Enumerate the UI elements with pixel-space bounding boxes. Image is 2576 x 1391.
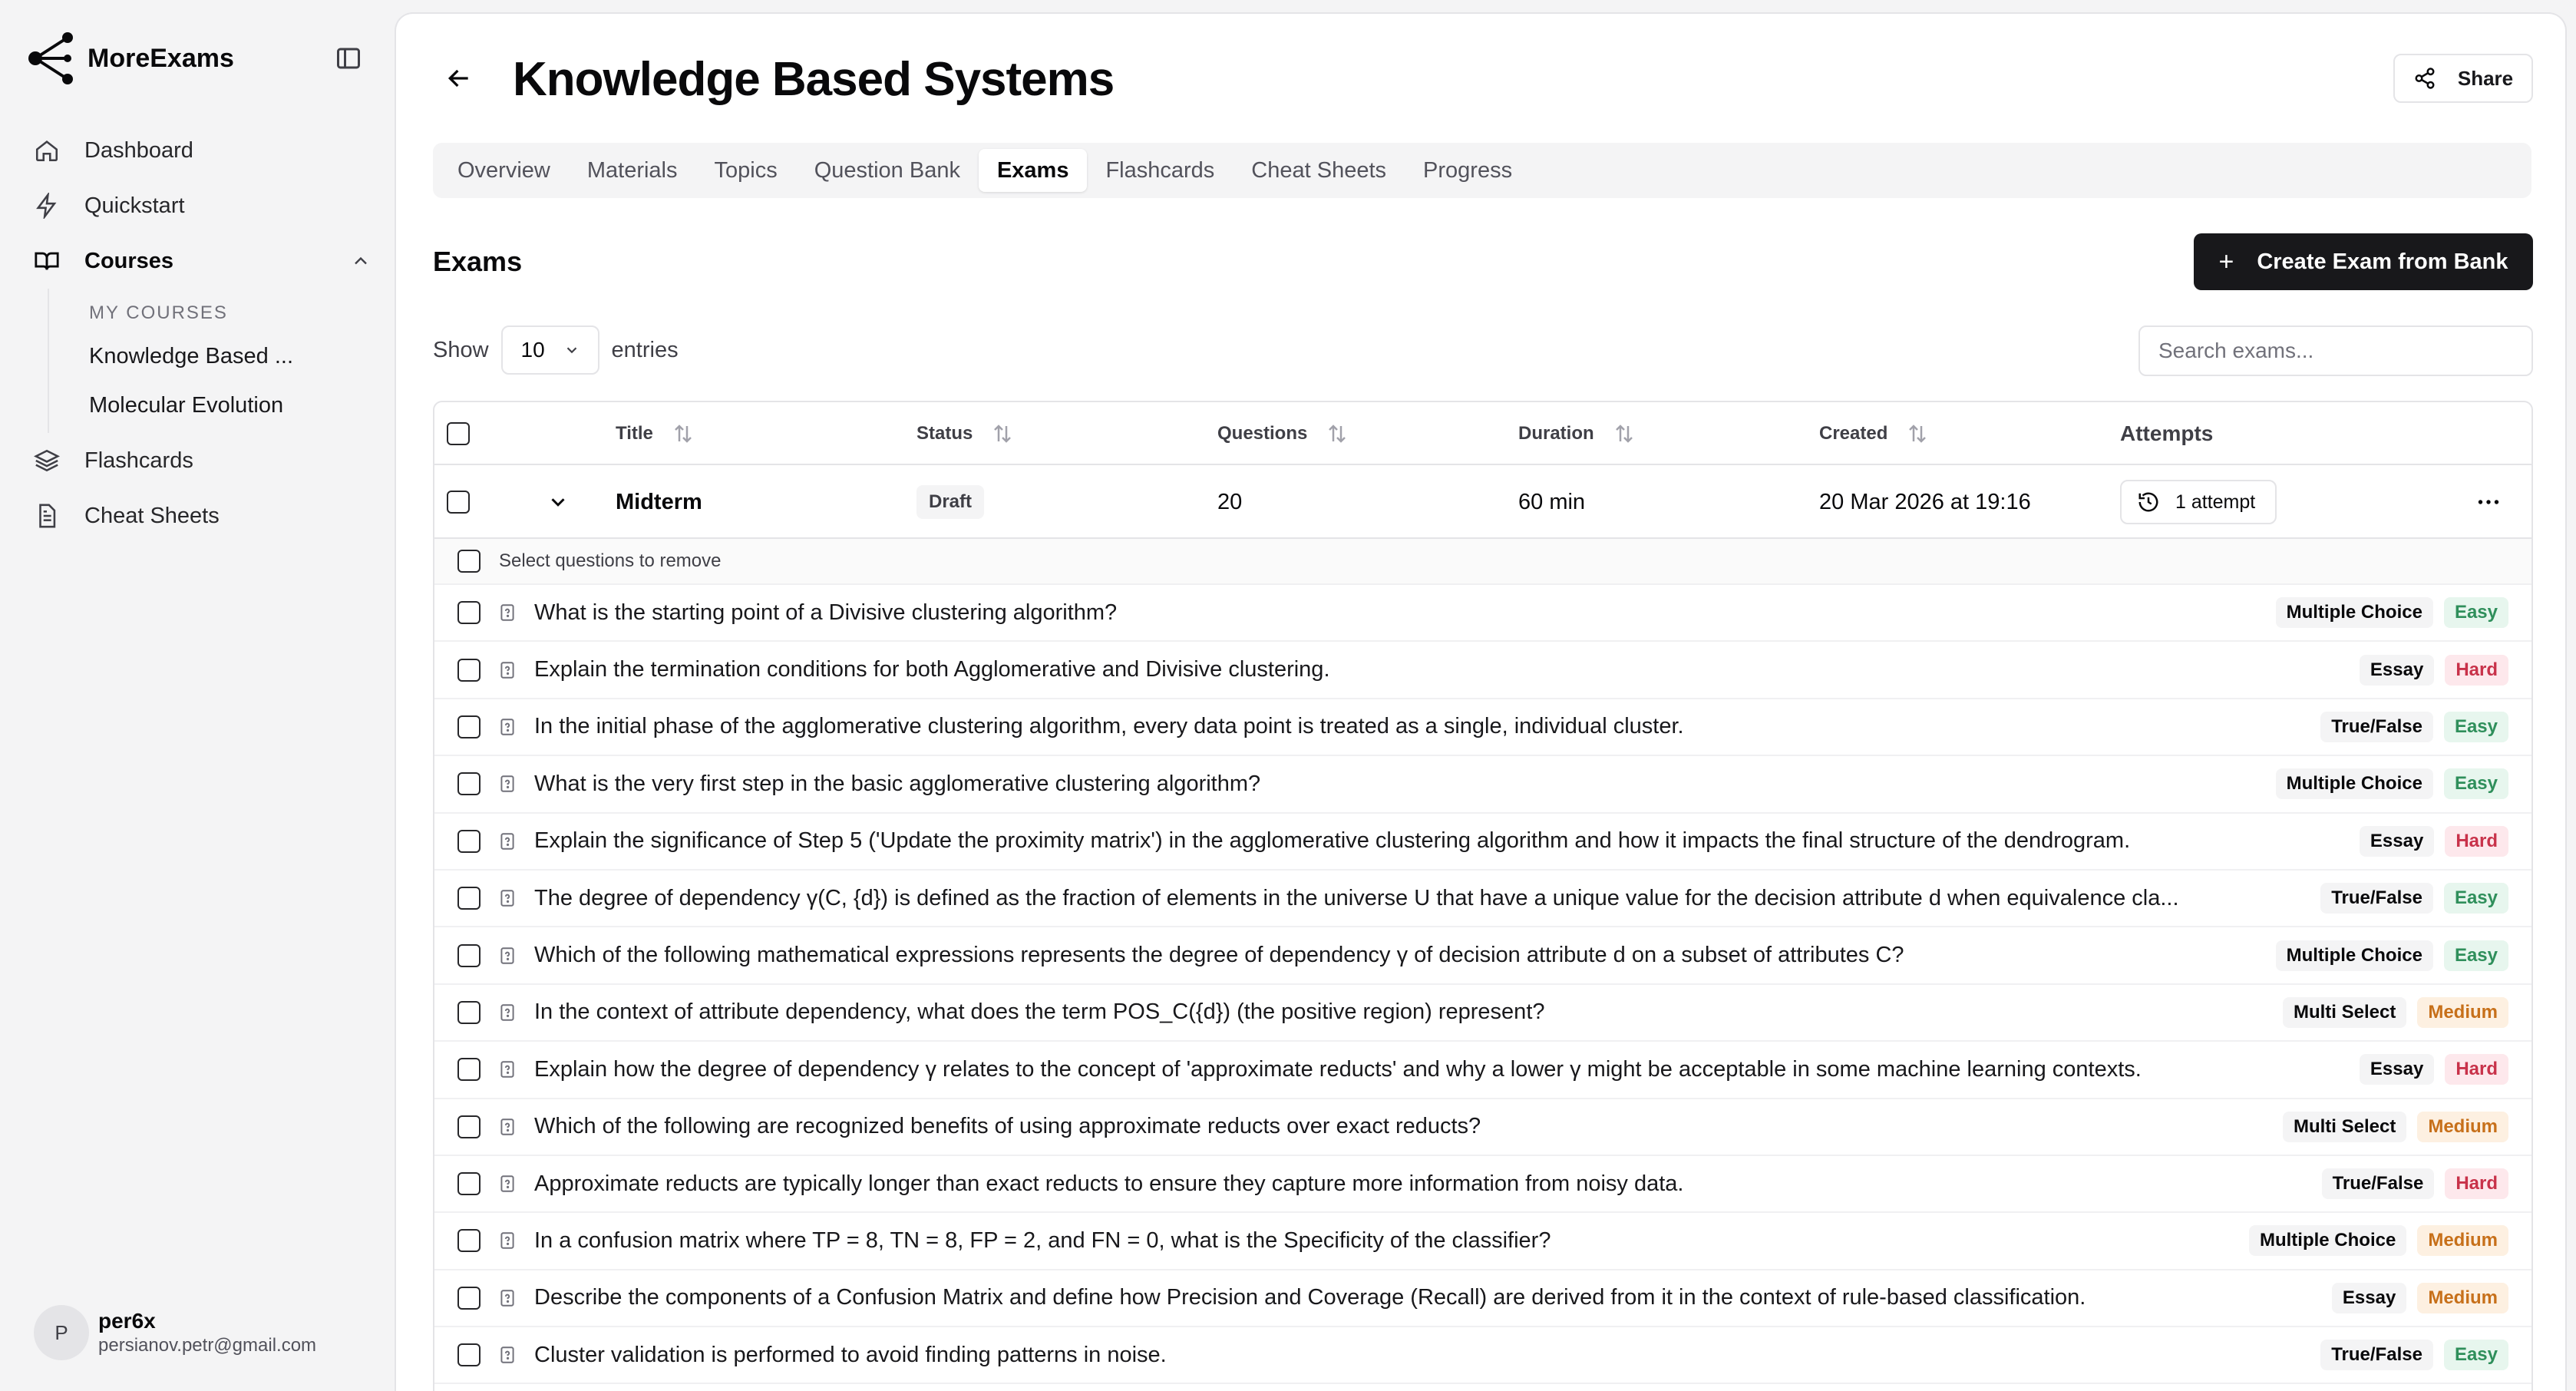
arrow-left-icon[interactable] — [444, 63, 474, 94]
status-badge: Draft — [916, 485, 984, 519]
row-checkbox[interactable] — [447, 491, 470, 514]
history-icon — [2137, 491, 2160, 514]
difficulty-badge: Hard — [2445, 1054, 2508, 1085]
brand[interactable] — [26, 31, 234, 86]
question-checkbox[interactable] — [457, 1287, 481, 1310]
question-row[interactable] — [434, 1156, 2531, 1213]
nav-label: Quickstart — [84, 193, 185, 218]
column-created[interactable] — [1819, 402, 1929, 465]
share-label: Share — [2457, 66, 2514, 90]
question-checkbox[interactable] — [457, 830, 481, 853]
show-label: Show — [433, 337, 489, 362]
question-checkbox[interactable] — [457, 601, 481, 624]
course-tabs — [433, 143, 2531, 198]
user-profile[interactable] — [34, 1305, 316, 1360]
question-text: In a confusion matrix where TP = 8, TN = 8, FP = 2, and FN = 0, what is the Specificity of the classifier? — [534, 1227, 1551, 1253]
question-file-icon — [497, 1345, 517, 1365]
tab-cheat-sheets[interactable]: Cheat Sheets — [1251, 158, 1387, 183]
question-text: The degree of dependency γ(C, {d}) is defined as the fraction of elements in the universe U that have a unique value for the decision attribute d when equivalence cla... — [534, 885, 2179, 910]
questions-panel — [434, 539, 2531, 1384]
question-text: Explain how the degree of dependency γ relates to the concept of 'approximate reducts' and why a lower γ might be acceptable in some machine learning contexts. — [534, 1056, 2142, 1082]
lightning-icon — [34, 193, 60, 219]
question-type-badge: True/False — [2320, 883, 2433, 914]
sort-icon — [672, 422, 695, 445]
more-options-icon[interactable] — [2475, 488, 2502, 516]
question-checkbox[interactable] — [457, 772, 481, 795]
column-questions[interactable] — [1217, 402, 1349, 465]
question-type-badge: True/False — [2320, 712, 2433, 742]
sort-icon — [991, 422, 1014, 445]
create-exam-button[interactable] — [2194, 233, 2533, 290]
difficulty-badge: Easy — [2444, 768, 2508, 799]
question-checkbox[interactable] — [457, 659, 481, 682]
difficulty-badge: Hard — [2445, 655, 2508, 686]
question-text: Approximate reducts are typically longer than exact reducts to ensure they capture more information from noisy data. — [534, 1171, 1684, 1196]
question-checkbox[interactable] — [457, 1172, 481, 1195]
question-file-icon — [497, 660, 517, 680]
nav-flashcards[interactable] — [34, 433, 372, 488]
tab-overview[interactable]: Overview — [457, 158, 550, 183]
question-text: Which of the following mathematical expressions represents the degree of dependency γ of decision attribute d on a subset of attributes C? — [534, 943, 1904, 968]
question-text: Which of the following are recognized benefits of using approximate reducts over exact reducts? — [534, 1114, 1481, 1139]
tab-progress[interactable]: Progress — [1423, 158, 1513, 183]
question-text: In the initial phase of the agglomerative clustering algorithm, every data point is treated as a single, individual cluster. — [534, 714, 1684, 739]
question-checkbox[interactable] — [457, 1343, 481, 1366]
nav-quickstart[interactable] — [34, 178, 372, 233]
question-file-icon — [497, 774, 517, 794]
question-file-icon — [497, 603, 517, 623]
difficulty-badge: Medium — [2417, 1283, 2508, 1313]
sidebar-toggle-icon[interactable] — [335, 45, 362, 72]
column-status[interactable] — [916, 402, 1014, 465]
table-header — [434, 402, 2531, 465]
document-icon — [34, 503, 60, 529]
question-file-icon — [497, 717, 517, 737]
select-questions-row — [434, 539, 2531, 585]
question-row[interactable] — [434, 1213, 2531, 1270]
nav-label: Dashboard — [84, 137, 193, 163]
sort-icon — [1906, 422, 1929, 445]
section-title: Exams — [433, 246, 523, 277]
entries-label: entries — [611, 337, 679, 362]
question-checkbox[interactable] — [457, 715, 481, 738]
share-network-logo-icon — [26, 31, 77, 86]
question-text: Describe the components of a Confusion Matrix and define how Precision and Coverage (Recall) are derived from it in the context of rule-based classification. — [534, 1285, 2086, 1310]
question-row[interactable] — [434, 871, 2531, 927]
question-row[interactable] — [434, 1042, 2531, 1099]
book-icon — [34, 248, 60, 274]
page-title: Knowledge Based Systems — [513, 53, 1115, 106]
sort-icon — [1326, 422, 1349, 445]
column-attempts: Attempts — [2120, 421, 2214, 445]
column-duration[interactable] — [1518, 402, 1636, 465]
question-text: Cluster validation is performed to avoid finding patterns in noise. — [534, 1342, 1167, 1367]
entries-value: 10 — [520, 338, 545, 362]
nav-label: Courses — [84, 248, 174, 273]
attempts-label: 1 attempt — [2175, 491, 2256, 513]
question-checkbox[interactable] — [457, 1229, 481, 1252]
question-text: What is the starting point of a Divisive clustering algorithm? — [534, 600, 1118, 625]
question-checkbox[interactable] — [457, 1001, 481, 1024]
my-courses-list — [48, 289, 372, 433]
search-input[interactable] — [2138, 325, 2533, 376]
question-checkbox[interactable] — [457, 1115, 481, 1138]
difficulty-badge: Hard — [2445, 1168, 2508, 1199]
tab-materials[interactable]: Materials — [586, 158, 678, 183]
question-text: Explain the significance of Step 5 ('Update the proximity matrix') in the agglomerative clustering algorithm and how it impacts the final structure of the dendrogram. — [534, 828, 2131, 854]
question-row[interactable] — [434, 814, 2531, 871]
my-courses-heading: MY COURSES — [89, 302, 228, 323]
question-type-badge: True/False — [2322, 1168, 2435, 1199]
nav-label: Flashcards — [84, 448, 193, 473]
difficulty-badge: Hard — [2445, 826, 2508, 857]
questions-count: 20 — [1217, 489, 1243, 514]
layers-icon — [34, 448, 60, 474]
user-email: persianov.petr@gmail.com — [98, 1335, 317, 1356]
plus-icon: + — [2218, 246, 2234, 276]
difficulty-badge: Medium — [2417, 1225, 2508, 1256]
difficulty-badge: Easy — [2444, 712, 2508, 742]
column-label: Created — [1819, 423, 1888, 444]
question-type-badge: Multi Select — [2283, 1112, 2406, 1142]
column-label: Questions — [1217, 423, 1308, 444]
question-row[interactable] — [434, 1270, 2531, 1327]
chevron-down-icon[interactable] — [547, 491, 570, 514]
question-type-badge: Essay — [2360, 826, 2434, 857]
question-text: Explain the termination conditions for both Agglomerative and Divisive clustering. — [534, 657, 1330, 682]
question-row[interactable] — [434, 927, 2531, 984]
course-item[interactable]: Knowledge Based ... — [89, 344, 294, 368]
question-row[interactable] — [434, 585, 2531, 642]
exams-table — [433, 401, 2533, 1391]
question-file-icon — [497, 1174, 517, 1194]
table-row[interactable] — [434, 465, 2531, 539]
question-type-badge: Essay — [2332, 1283, 2406, 1313]
course-item[interactable]: Molecular Evolution — [89, 393, 284, 418]
column-title[interactable] — [616, 402, 695, 465]
duration: 60 min — [1518, 489, 1586, 514]
difficulty-badge: Easy — [2444, 940, 2508, 971]
question-text: In the context of attribute dependency, what does the term POS_C({d}) (the positive region) represent? — [534, 999, 1545, 1025]
exam-title[interactable]: Midterm — [616, 489, 702, 514]
question-row[interactable] — [434, 985, 2531, 1042]
difficulty-badge: Medium — [2417, 1112, 2508, 1142]
question-file-icon — [497, 1059, 517, 1079]
share-button[interactable] — [2393, 54, 2533, 103]
app-name: MoreExams — [88, 43, 234, 73]
question-type-badge: Essay — [2360, 1054, 2434, 1085]
question-row[interactable] — [434, 642, 2531, 699]
question-file-icon — [497, 1288, 517, 1308]
difficulty-badge: Easy — [2444, 883, 2508, 914]
created-date: 20 Mar 2026 at 19:16 — [1819, 489, 2031, 514]
difficulty-badge: Easy — [2444, 1340, 2508, 1370]
difficulty-badge: Medium — [2417, 997, 2508, 1028]
select-all-checkbox[interactable] — [447, 422, 470, 445]
tab-exams[interactable]: Exams — [979, 149, 1088, 192]
nav-cheat-sheets[interactable] — [34, 488, 372, 544]
nav-dashboard[interactable] — [34, 123, 372, 178]
share-icon — [2413, 67, 2436, 90]
avatar: P — [34, 1305, 89, 1360]
sort-icon — [1613, 422, 1636, 445]
question-file-icon — [497, 1003, 517, 1023]
attempts-button[interactable] — [2120, 480, 2277, 524]
question-checkbox[interactable] — [457, 1058, 481, 1081]
tab-topics[interactable]: Topics — [714, 158, 778, 183]
question-checkbox[interactable] — [457, 887, 481, 910]
difficulty-badge: Easy — [2444, 597, 2508, 628]
question-file-icon — [497, 831, 517, 851]
question-row[interactable] — [434, 1099, 2531, 1156]
question-file-icon — [497, 1117, 517, 1137]
question-type-badge: Multi Select — [2283, 997, 2406, 1028]
tab-flashcards[interactable]: Flashcards — [1105, 158, 1215, 183]
question-file-icon — [497, 888, 517, 908]
entries-control — [433, 325, 679, 375]
chevron-down-icon — [563, 342, 580, 358]
nav-label: Cheat Sheets — [84, 503, 220, 528]
question-file-icon — [497, 1231, 517, 1251]
question-type-badge: Multiple Choice — [2249, 1225, 2406, 1256]
question-list — [434, 585, 2531, 1384]
question-type-badge: Multiple Choice — [2276, 768, 2433, 799]
select-all-questions-checkbox[interactable] — [457, 550, 481, 573]
question-row[interactable] — [434, 1327, 2531, 1384]
question-type-badge: Multiple Choice — [2276, 597, 2433, 628]
nav-courses[interactable] — [34, 233, 372, 289]
column-label: Status — [916, 423, 973, 444]
question-file-icon — [497, 946, 517, 966]
question-row[interactable] — [434, 756, 2531, 813]
chevron-up-icon[interactable] — [350, 250, 372, 272]
question-text: What is the very first step in the basic agglomerative clustering algorithm? — [534, 771, 1261, 796]
create-exam-label: Create Exam from Bank — [2257, 249, 2508, 274]
question-type-badge: True/False — [2320, 1340, 2433, 1370]
select-questions-label: Select questions to remove — [499, 550, 722, 571]
question-checkbox[interactable] — [457, 944, 481, 967]
question-type-badge: Multiple Choice — [2276, 940, 2433, 971]
column-label: Title — [616, 423, 653, 444]
question-type-badge: Essay — [2360, 655, 2434, 686]
sidebar — [0, 0, 393, 1391]
main-panel — [395, 12, 2567, 1391]
column-label: Duration — [1518, 423, 1594, 444]
tab-question-bank[interactable]: Question Bank — [814, 158, 960, 183]
user-name: per6x — [98, 1309, 156, 1333]
sidebar-nav — [34, 123, 372, 544]
home-icon — [34, 137, 60, 164]
entries-select[interactable] — [501, 325, 599, 375]
question-row[interactable] — [434, 699, 2531, 756]
